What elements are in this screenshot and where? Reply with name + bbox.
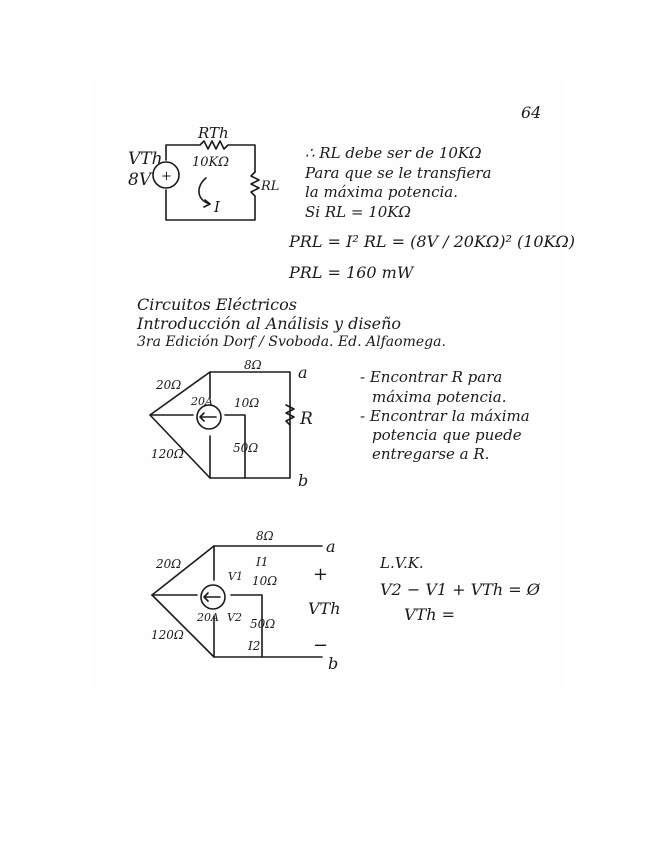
resistor-50-label-2: 50Ω bbox=[250, 617, 276, 631]
book-title: Circuitos Eléctricos bbox=[137, 295, 297, 314]
source-20a-label: 20A bbox=[191, 395, 213, 408]
load-r-label: R bbox=[300, 409, 313, 429]
current-i2-label: I2 bbox=[248, 639, 261, 653]
node-a-label-2: a bbox=[326, 537, 336, 556]
rth-value: 10KΩ bbox=[192, 155, 230, 170]
current-i1-label: I1 bbox=[256, 555, 269, 569]
resistor-120-label: 120Ω bbox=[151, 447, 184, 461]
note-line-3: la máxima potencia. bbox=[305, 183, 458, 201]
resistor-10-label-2: 10Ω bbox=[252, 574, 278, 588]
vth-label: VTh bbox=[128, 149, 163, 169]
task-line-4: potencia que puede bbox=[372, 426, 522, 444]
task-line-1: - Encontrar R para bbox=[360, 368, 503, 386]
rth-label: RTh bbox=[198, 124, 229, 142]
current-label: I bbox=[214, 198, 220, 216]
kvl-equation: V2 − V1 + VTh = Ø bbox=[380, 580, 540, 599]
note-line-2: Para que se le transfiera bbox=[305, 164, 492, 182]
power-result: PRL = 160 mW bbox=[289, 263, 414, 282]
node-b-label: b bbox=[298, 471, 309, 490]
voltage-v2-label: V2 bbox=[227, 611, 242, 624]
note-line-1: ∴ RL debe ser de 10KΩ bbox=[305, 144, 482, 162]
kvl-title: L.V.K. bbox=[380, 554, 424, 572]
resistor-20-label: 20Ω bbox=[156, 378, 182, 392]
note-line-4: Si RL = 10KΩ bbox=[305, 203, 411, 221]
resistor-8-label-2: 8Ω bbox=[256, 529, 274, 543]
task-line-2: máxima potencia. bbox=[372, 388, 507, 406]
vth-plus-sign: + bbox=[313, 564, 329, 585]
resistor-120-label-2: 120Ω bbox=[151, 628, 184, 642]
book-edition: 3ra Edición Dorf / Svoboda. Ed. Alfaomega. bbox=[137, 334, 446, 350]
task-line-3: - Encontrar la máxima bbox=[360, 407, 530, 425]
node-b-label-2: b bbox=[328, 654, 339, 673]
source-20a-label-2: 20A bbox=[197, 611, 219, 624]
kvl-vth: VTh = bbox=[404, 605, 456, 624]
vth-label-2: VTh bbox=[308, 599, 341, 618]
source-value: 8V bbox=[128, 170, 152, 190]
resistor-20-label-2: 20Ω bbox=[156, 557, 182, 571]
source-polarity: + bbox=[161, 169, 172, 184]
voltage-v1-label: V1 bbox=[228, 570, 243, 583]
vth-minus-sign: − bbox=[313, 635, 329, 656]
node-a-label: a bbox=[298, 363, 308, 382]
rl-label: RL bbox=[261, 179, 280, 194]
power-equation: PRL = I² RL = (8V / 20KΩ)² (10KΩ) bbox=[289, 232, 576, 251]
task-line-5: entregarse a R. bbox=[372, 445, 490, 463]
resistor-50-label: 50Ω bbox=[233, 441, 259, 455]
book-subtitle: Introducción al Análisis y diseño bbox=[137, 314, 402, 333]
resistor-8-label: 8Ω bbox=[244, 358, 262, 372]
resistor-10-label: 10Ω bbox=[234, 396, 260, 410]
page-number: 64 bbox=[521, 103, 542, 122]
